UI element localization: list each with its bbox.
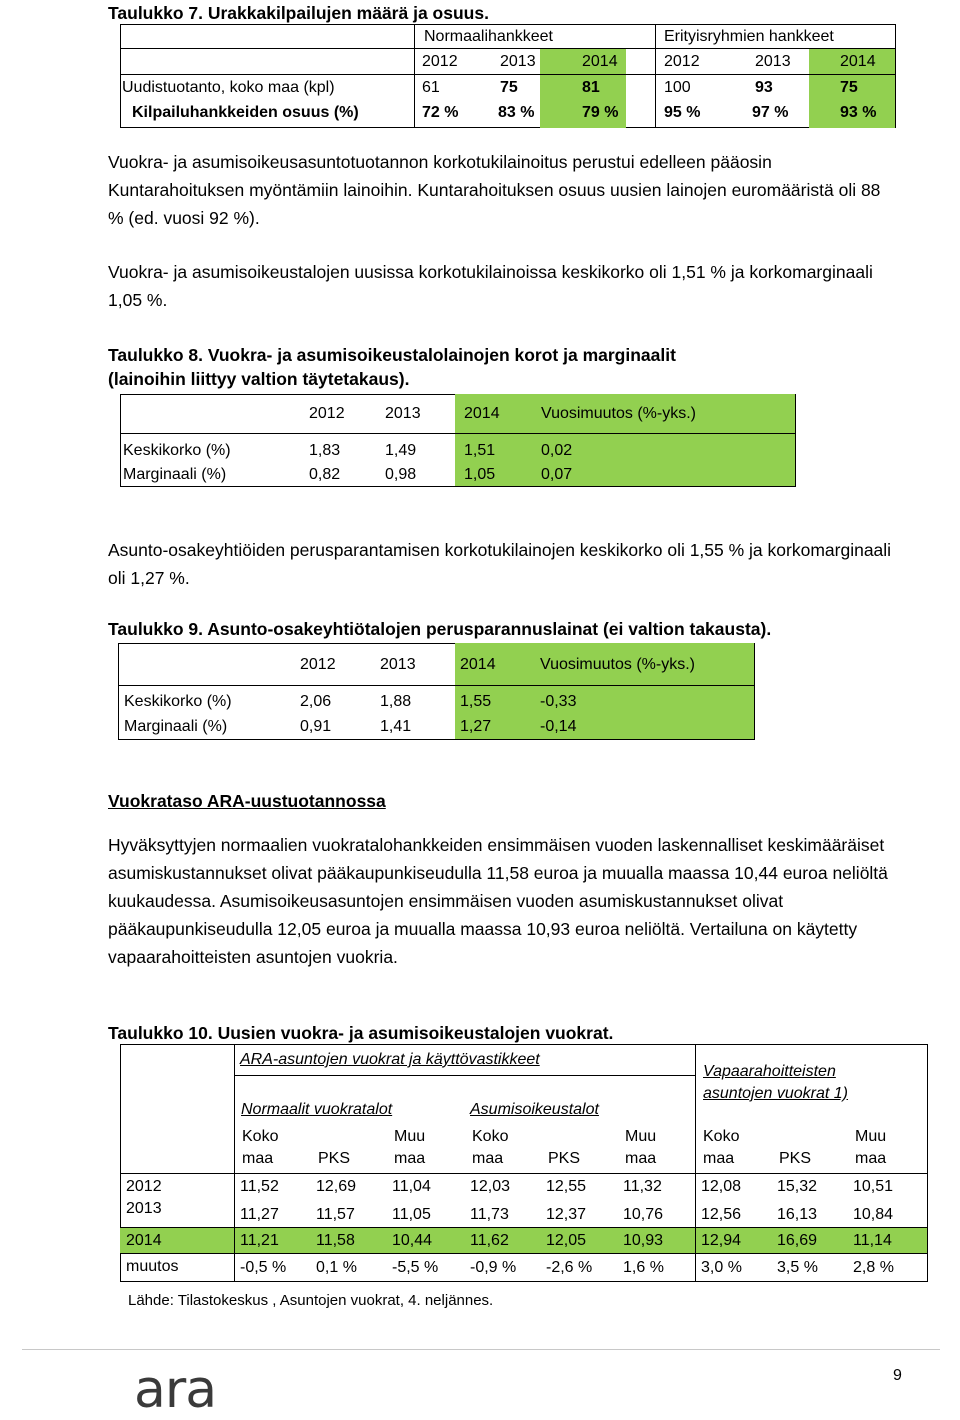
table7-group-special: Erityisryhmien hankkeet bbox=[664, 28, 834, 45]
table10-row-label: 2012 bbox=[126, 1178, 162, 1195]
table10-free-header bbox=[703, 1061, 848, 1105]
table9-cell: 0,91 bbox=[300, 718, 332, 735]
table7-divider2 bbox=[120, 74, 896, 75]
table9-cell: -0,14 bbox=[540, 718, 577, 735]
paragraph-loan-funding: Vuokra- ja asumisoikeusasuntotuotannon korkotukilainoitus perustui edelleen pääosin Kuntarahoituksen myöntämiin lainoihin. Kuntarahoituksen osuus uusien lainojen euromääristä oli 88 % (ed. vuosi 92 %). bbox=[108, 152, 881, 228]
table9-cell: 2,06 bbox=[300, 693, 332, 710]
table10-cell: 12,05 bbox=[546, 1232, 587, 1249]
table8-cell: 0,07 bbox=[541, 466, 573, 483]
table10-cell: 12,94 bbox=[701, 1232, 742, 1249]
table10-cell: 1,6 % bbox=[623, 1259, 664, 1276]
table10-cell: 11,58 bbox=[316, 1232, 355, 1249]
table10-row-label: 2014 bbox=[126, 1232, 162, 1249]
table7-year: 2014 bbox=[582, 53, 618, 70]
table10-col-header-bottom: maa bbox=[394, 1150, 426, 1167]
table10-col-header-bottom: PKS bbox=[548, 1150, 581, 1167]
table10-vline-label bbox=[234, 1044, 235, 1282]
table10-cell: 10,51 bbox=[853, 1178, 894, 1195]
table10-cell: 3,0 % bbox=[701, 1259, 742, 1276]
table7-year: 2012 bbox=[664, 53, 700, 70]
table10-cell: 10,84 bbox=[853, 1206, 894, 1223]
table8-cell: 0,82 bbox=[309, 466, 341, 483]
table10-cell: 11,32 bbox=[623, 1178, 662, 1195]
table7-cell: 75 bbox=[840, 79, 858, 96]
table7-divider bbox=[120, 48, 896, 49]
table10-title: Taulukko 10. Uusien vuokra- ja asumisoikeustalojen vuokrat. bbox=[108, 1023, 614, 1043]
table8-row-label: Keskikorko (%) bbox=[123, 442, 231, 459]
table9-header: 2013 bbox=[380, 656, 416, 673]
page-number: 9 bbox=[893, 1367, 902, 1384]
table10-normal-header: Normaalit vuokratalot bbox=[241, 1101, 393, 1118]
table10-col-header-bottom: maa bbox=[242, 1150, 274, 1167]
table10-divider-2014 bbox=[120, 1227, 928, 1228]
table7-cell: 100 bbox=[664, 79, 691, 96]
table7-cell: 72 % bbox=[422, 104, 459, 121]
table10-cell: 11,21 bbox=[240, 1232, 279, 1249]
paragraph-rent-level: Hyväksyttyjen normaalien vuokratalohankkeiden ensimmäisen vuoden laskennalliset keskimääräiset asumiskustannukset olivat pääkaupunkiseudulla 11,58 euroa ja muualla maassa 10,44 euroa neliöltä kuukaudessa. Asumisoikeusasuntojen ensimmäisen vuoden asumiskustannukset olivat pääkaupunkiseudulla 12,05 euroa ja muualla maassa 10,93 euroa neliöltä. Vertailuna on käytetty vapaarahoitteisten asuntojen vuokria. bbox=[108, 835, 888, 967]
table9-cell: 1,55 bbox=[460, 693, 492, 710]
table7-vline1 bbox=[414, 24, 415, 128]
table9-header: 2014 bbox=[460, 656, 496, 673]
table9-cell: 1,27 bbox=[460, 718, 492, 735]
table10-col-header-top: Koko bbox=[242, 1128, 279, 1145]
table9-cell: 1,41 bbox=[380, 718, 412, 735]
table10-cell: 2,8 % bbox=[853, 1259, 894, 1276]
table10-cell: 15,32 bbox=[777, 1178, 818, 1195]
table10-col-header-top: Koko bbox=[703, 1128, 740, 1145]
table10-col-header-top: Muu bbox=[855, 1128, 887, 1145]
table10-cell: 11,57 bbox=[316, 1206, 355, 1223]
table10-col-header-bottom: maa bbox=[703, 1150, 735, 1167]
table10-cell: -0,5 % bbox=[240, 1259, 287, 1276]
table10-cell: 11,27 bbox=[240, 1206, 279, 1223]
table10-col-header-bottom: maa bbox=[472, 1150, 504, 1167]
table8-divider bbox=[120, 433, 796, 434]
table10-cell: 3,5 % bbox=[777, 1259, 818, 1276]
section-heading: Vuokrataso ARA-uustuotannossa bbox=[108, 791, 386, 811]
table10-cell: 12,08 bbox=[701, 1178, 742, 1195]
table7-year: 2012 bbox=[422, 53, 458, 70]
table7-row-label: Uudistuotanto, koko maa (kpl) bbox=[122, 79, 335, 96]
table9-header: 2012 bbox=[300, 656, 336, 673]
table7-vline2 bbox=[655, 24, 656, 128]
table10-cell: 10,44 bbox=[392, 1232, 433, 1249]
table10-cell: 12,56 bbox=[701, 1206, 742, 1223]
table10-cell: 12,55 bbox=[546, 1178, 587, 1195]
table10-divider-muutos bbox=[120, 1253, 928, 1254]
table7-cell: 81 bbox=[582, 79, 600, 96]
table10-cell: 11,62 bbox=[470, 1232, 509, 1249]
table9-divider bbox=[118, 685, 755, 686]
table10-cell: 11,73 bbox=[470, 1206, 509, 1223]
table10-free-header-line1: Vapaarahoitteisten bbox=[703, 1063, 836, 1080]
table7-cell: 93 % bbox=[840, 104, 877, 121]
table10-divider-body bbox=[120, 1173, 928, 1174]
table10-cell: 11,04 bbox=[392, 1178, 431, 1195]
paragraph-interest-rate: Vuokra- ja asumisoikeustalojen uusissa korkotukilainoissa keskikorko oli 1,51 % ja korkomarginaali 1,05 %. bbox=[108, 262, 873, 310]
table10-row-label: muutos bbox=[126, 1258, 179, 1275]
table8-row-label: Marginaali (%) bbox=[123, 466, 227, 483]
table10-col-header-bottom: PKS bbox=[779, 1150, 812, 1167]
table7-cell: 79 % bbox=[582, 104, 619, 121]
table9-row-label: Keskikorko (%) bbox=[124, 693, 232, 710]
table10-col-header-top: Koko bbox=[472, 1128, 509, 1145]
table10-col-header-top: Muu bbox=[625, 1128, 657, 1145]
table7-row-label: Kilpailuhankkeiden osuus (%) bbox=[132, 104, 359, 121]
table10-divider-header bbox=[234, 1075, 695, 1076]
table10-cell: 11,05 bbox=[392, 1206, 431, 1223]
table9-cell: 1,88 bbox=[380, 693, 412, 710]
table10-cell: 10,93 bbox=[623, 1232, 664, 1249]
table9-row-label: Marginaali (%) bbox=[124, 718, 228, 735]
paragraph-renovation-loans: Asunto-osakeyhtiöiden perusparantamisen korkotukilainojen keskikorko oli 1,55 % ja korkomarginaali oli 1,27 %. bbox=[108, 540, 892, 588]
table7-year: 2013 bbox=[500, 53, 536, 70]
table10-cell: 16,13 bbox=[777, 1206, 818, 1223]
table10-cell: -0,9 % bbox=[470, 1259, 517, 1276]
table8-cell: 0,02 bbox=[541, 442, 573, 459]
table10-source: Lähde: Tilastokeskus , Asuntojen vuokrat, 4. neljännes. bbox=[128, 1292, 494, 1309]
table10-cell: 12,69 bbox=[316, 1178, 357, 1195]
table7-cell: 61 bbox=[422, 79, 440, 96]
table7-cell: 83 % bbox=[498, 104, 535, 121]
table9-header: Vuosimuutos (%-yks.) bbox=[540, 656, 695, 673]
table9-cell: -0,33 bbox=[540, 693, 577, 710]
table10-col-header-top: Muu bbox=[394, 1128, 426, 1145]
table8-cell: 1,05 bbox=[464, 466, 496, 483]
table8-header: 2012 bbox=[309, 405, 345, 422]
table10-aso-header: Asumisoikeustalot bbox=[470, 1101, 599, 1118]
table10-cell: 12,03 bbox=[470, 1178, 511, 1195]
table8-header: Vuosimuutos (%-yks.) bbox=[541, 405, 696, 422]
table7-year: 2014 bbox=[840, 53, 876, 70]
ara-logo: ara bbox=[134, 1360, 217, 1420]
table7-cell: 95 % bbox=[664, 104, 701, 121]
table8-title-line1: Taulukko 8. Vuokra- ja asumisoikeustalolainojen korot ja marginaalit bbox=[108, 345, 676, 365]
table8-header: 2014 bbox=[464, 405, 500, 422]
table10-col-header-bottom: PKS bbox=[318, 1150, 351, 1167]
table10-row-label: 2013 bbox=[126, 1200, 162, 1217]
table10-ara-header: ARA-asuntojen vuokrat ja käyttövastikkeet bbox=[240, 1051, 540, 1068]
table7-group-normal: Normaalihankkeet bbox=[424, 28, 553, 45]
table10-cell: 11,14 bbox=[853, 1232, 892, 1249]
table10-cell: 16,69 bbox=[777, 1232, 818, 1249]
table7-cell: 75 bbox=[500, 79, 518, 96]
table10-col-header-bottom: maa bbox=[625, 1150, 657, 1167]
table8-header: 2013 bbox=[385, 405, 421, 422]
table8-cell: 1,83 bbox=[309, 442, 341, 459]
table10-cell: -2,6 % bbox=[546, 1259, 593, 1276]
table7-cell: 97 % bbox=[752, 104, 789, 121]
table8-title bbox=[108, 343, 676, 391]
table10-col-header-bottom: maa bbox=[855, 1150, 887, 1167]
footer-rule bbox=[22, 1349, 940, 1350]
table8-cell: 1,49 bbox=[385, 442, 417, 459]
table8-title-line2: (lainoihin liittyy valtion täytetakaus). bbox=[108, 369, 410, 389]
table10-free-header-line2: asuntojen vuokrat 1) bbox=[703, 1085, 848, 1102]
table7-year: 2013 bbox=[755, 53, 791, 70]
table10-cell: -5,5 % bbox=[392, 1259, 439, 1276]
table9-title: Taulukko 9. Asunto-osakeyhtiötalojen perusparannuslainat (ei valtion takausta). bbox=[108, 619, 772, 639]
table10-cell: 11,52 bbox=[240, 1178, 279, 1195]
table10-cell: 12,37 bbox=[546, 1206, 587, 1223]
table10-cell: 0,1 % bbox=[316, 1259, 357, 1276]
table7-cell: 93 bbox=[755, 79, 773, 96]
table7-title: Taulukko 7. Urakkakilpailujen määrä ja osuus. bbox=[108, 3, 489, 23]
table10-cell: 10,76 bbox=[623, 1206, 664, 1223]
table8-cell: 0,98 bbox=[385, 466, 417, 483]
table10-vline-free bbox=[695, 1044, 696, 1282]
table8-cell: 1,51 bbox=[464, 442, 496, 459]
